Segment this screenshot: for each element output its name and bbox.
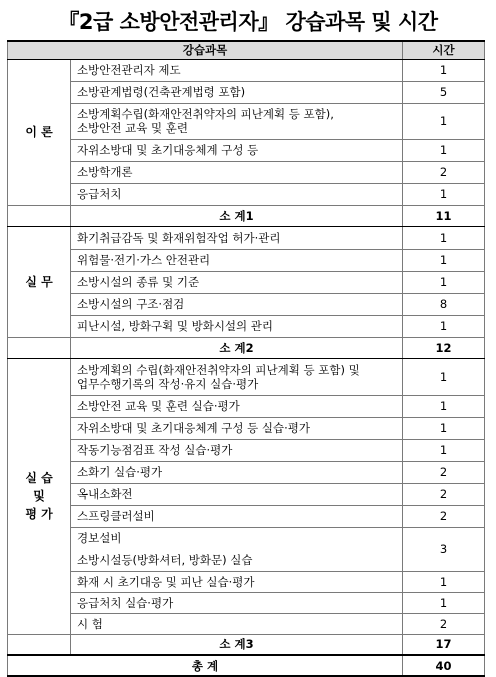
subject-cell: 소방계획의 수립(화재안전취약자의 피난계획 등 포함) 및 업무수행기록의 작성·유지 실습·평가 [71, 358, 403, 395]
subject-cell: 작동기능점검표 작성 실습·평가 [71, 439, 403, 461]
table-row [8, 439, 485, 461]
table-header-row [8, 41, 485, 59]
table-row [8, 249, 485, 271]
table-row [8, 139, 485, 161]
subject-cell: 소방시설의 구조·점검 [71, 293, 403, 315]
subject-cell: 소방시설등(방화셔터, 방화문) 실습 [71, 549, 403, 571]
hours-cell: 1 [403, 103, 485, 139]
course-table [7, 40, 485, 677]
subject-cell: 자위소방대 및 초기대응체계 구성 등 실습·평가 [71, 417, 403, 439]
table-row [8, 527, 485, 549]
hours-cell: 2 [403, 505, 485, 527]
hours-cell: 2 [403, 613, 485, 634]
table-row [8, 183, 485, 205]
table-row [8, 271, 485, 293]
hours-cell: 3 [403, 527, 485, 571]
subject-cell: 소방안전 교육 및 훈련 실습·평가 [71, 395, 403, 417]
subtotal-value: 12 [403, 337, 485, 358]
subject-cell: 자위소방대 및 초기대응체계 구성 등 [71, 139, 403, 161]
hours-cell: 5 [403, 81, 485, 103]
category-label: 실 습 및 평 가 [25, 471, 53, 521]
hours-cell: 1 [403, 571, 485, 592]
subject-cell: 소화기 실습·평가 [71, 461, 403, 483]
subject-cell: 스프링클러설비 [71, 505, 403, 527]
subject-cell: 소방관계법령(건축관계법령 포함) [71, 81, 403, 103]
table-row [8, 81, 485, 103]
subtotal-label: 소 계3 [71, 634, 403, 655]
subtotal-value: 11 [403, 205, 485, 226]
total-label: 총 계 [8, 655, 403, 676]
subtotal-label: 소 계2 [71, 337, 403, 358]
subject-cell: 응급처치 실습·평가 [71, 592, 403, 613]
header-subject: 강습과목 [8, 41, 403, 59]
subject-cell: 화기취급감독 및 화재위험작업 허가·관리 [71, 226, 403, 249]
hours-cell: 1 [403, 395, 485, 417]
category-label: 실 무 [25, 274, 53, 289]
table-row [8, 461, 485, 483]
table-row [8, 571, 485, 592]
page-title: 『2급 소방안전관리자』 강습과목 및 시간 [58, 10, 438, 34]
table-row [8, 358, 485, 395]
hours-cell: 2 [403, 461, 485, 483]
subject-cell: 응급처치 [71, 183, 403, 205]
subtotal-row [8, 205, 485, 226]
subtotal-value: 17 [403, 634, 485, 655]
table-row [8, 103, 485, 139]
hours-cell: 1 [403, 592, 485, 613]
hours-cell: 2 [403, 161, 485, 183]
subject-cell: 시 험 [71, 613, 403, 634]
subject-cell: 소방안전관리자 제도 [71, 59, 403, 81]
subject-cell: 소방학개론 [71, 161, 403, 183]
hours-cell: 1 [403, 439, 485, 461]
hours-cell: 1 [403, 59, 485, 81]
table-row [8, 59, 485, 81]
table-row [8, 395, 485, 417]
category-theory [8, 59, 71, 205]
table-row [8, 293, 485, 315]
hours-cell: 1 [403, 271, 485, 293]
table-row [8, 483, 485, 505]
hours-cell: 1 [403, 226, 485, 249]
hours-cell: 1 [403, 417, 485, 439]
table-row [8, 226, 485, 249]
table-row [8, 592, 485, 613]
hours-cell: 1 [403, 139, 485, 161]
subject-cell: 위험물·전기·가스 안전관리 [71, 249, 403, 271]
subject-cell: 옥내소화전 [71, 483, 403, 505]
hours-cell: 1 [403, 358, 485, 395]
subject-cell: 경보설비 [71, 527, 403, 549]
subject-cell: 소방계획수립(화재안전취약자의 피난계획 등 포함), 소방안전 교육 및 훈련 [71, 103, 403, 139]
category-training-evaluation [8, 358, 71, 634]
hours-cell: 8 [403, 293, 485, 315]
subject-cell: 화재 시 초기대응 및 피난 실습·평가 [71, 571, 403, 592]
category-practice [8, 226, 71, 337]
total-value: 40 [403, 655, 485, 676]
hours-cell: 1 [403, 183, 485, 205]
hours-cell: 1 [403, 315, 485, 337]
table-row [8, 505, 485, 527]
hours-cell: 2 [403, 483, 485, 505]
table-row [8, 417, 485, 439]
subtotal-row [8, 634, 485, 655]
subtotal-row [8, 337, 485, 358]
subtotal-label: 소 계1 [71, 205, 403, 226]
table-row [8, 161, 485, 183]
subject-cell: 피난시설, 방화구획 및 방화시설의 관리 [71, 315, 403, 337]
table-row [8, 315, 485, 337]
subject-cell: 소방시설의 종류 및 기준 [71, 271, 403, 293]
header-hours: 시간 [403, 41, 485, 59]
hours-cell: 1 [403, 249, 485, 271]
category-label: 이 론 [25, 125, 53, 139]
table-row [8, 613, 485, 634]
